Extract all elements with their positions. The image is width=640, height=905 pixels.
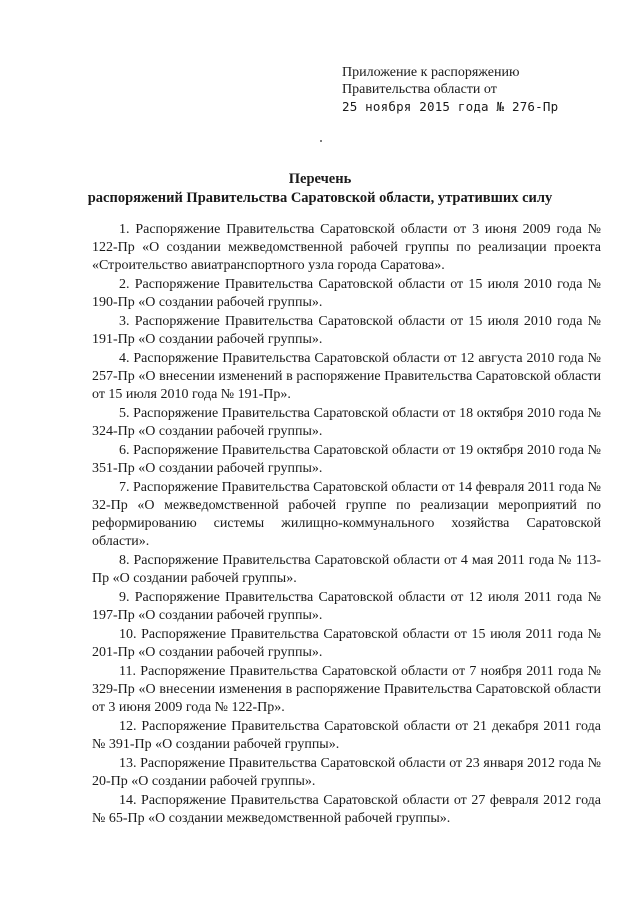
heading-title: Перечень — [288, 171, 352, 187]
appendix-line-2: Правительства области от — [342, 82, 497, 97]
list-item: 11. Распоряжение Правительства Саратовской области от 7 ноября 2011 года № 329-Пр «О внесении изменения в распоряжение Правительства Саратовской области от 3 июня 2009 года № 122-Пр». — [92, 664, 601, 715]
list-item: 6. Распоряжение Правительства Саратовской области от 19 октября 2010 года № 351-Пр «О создании рабочей группы». — [92, 443, 601, 476]
list-item: 14. Распоряжение Правительства Саратовской области от 27 февраля 2012 года № 65-Пр «О создании межведомственной рабочей группы». — [92, 793, 601, 826]
list-item: 10. Распоряжение Правительства Саратовской области от 15 июля 2011 года № 201-Пр «О создании рабочей группы». — [92, 627, 601, 660]
list-item: 9. Распоряжение Правительства Саратовской области от 12 июля 2011 года № 197-Пр «О создании рабочей группы». — [92, 590, 601, 623]
list-item: 8. Распоряжение Правительства Саратовской области от 4 мая 2011 года № 113-Пр «О создании рабочей группы». — [92, 553, 601, 586]
revoked-orders-list — [92, 221, 601, 829]
list-item: 2. Распоряжение Правительства Саратовской области от 15 июля 2010 года № 190-Пр «О создании рабочей группы». — [92, 277, 601, 310]
list-item: 13. Распоряжение Правительства Саратовской области от 23 января 2012 года № 20-Пр «О создании рабочей группы». — [92, 756, 601, 789]
appendix-line-1: Приложение к распоряжению — [342, 65, 520, 80]
appendix-block — [342, 64, 558, 115]
list-item: 3. Распоряжение Правительства Саратовской области от 15 июля 2010 года № 191-Пр «О создании рабочей группы». — [92, 314, 601, 347]
scan-dot — [320, 140, 322, 142]
document-heading — [0, 170, 640, 208]
list-item: 5. Распоряжение Правительства Саратовской области от 18 октября 2010 года № 324-Пр «О создании рабочей группы». — [92, 406, 601, 439]
heading-subtitle: распоряжений Правительства Саратовской области, утративших силу — [87, 190, 553, 206]
list-item: 1. Распоряжение Правительства Саратовской области от 3 июня 2009 года № 122-Пр «О создании межведомственной рабочей группы по реализации проекта «Строительство авиатранспортного узла города Саратова». — [92, 222, 601, 273]
list-item: 4. Распоряжение Правительства Саратовской области от 12 августа 2010 года № 257-Пр «О внесении изменений в распоряжение Правительства Саратовской области от 15 июля 2010 года № 191-Пр». — [92, 351, 601, 402]
appendix-line-3: 25 ноября 2015 года № 276-Пр — [342, 99, 559, 114]
list-item: 12. Распоряжение Правительства Саратовской области от 21 декабря 2011 года № 391-Пр «О создании рабочей группы». — [92, 719, 601, 752]
list-item: 7. Распоряжение Правительства Саратовской области от 14 февраля 2011 года № 32-Пр «О межведомственной рабочей группе по реализации мероприятий по реформированию системы жилищно-коммунального хозяйства Саратовской области». — [92, 480, 601, 549]
